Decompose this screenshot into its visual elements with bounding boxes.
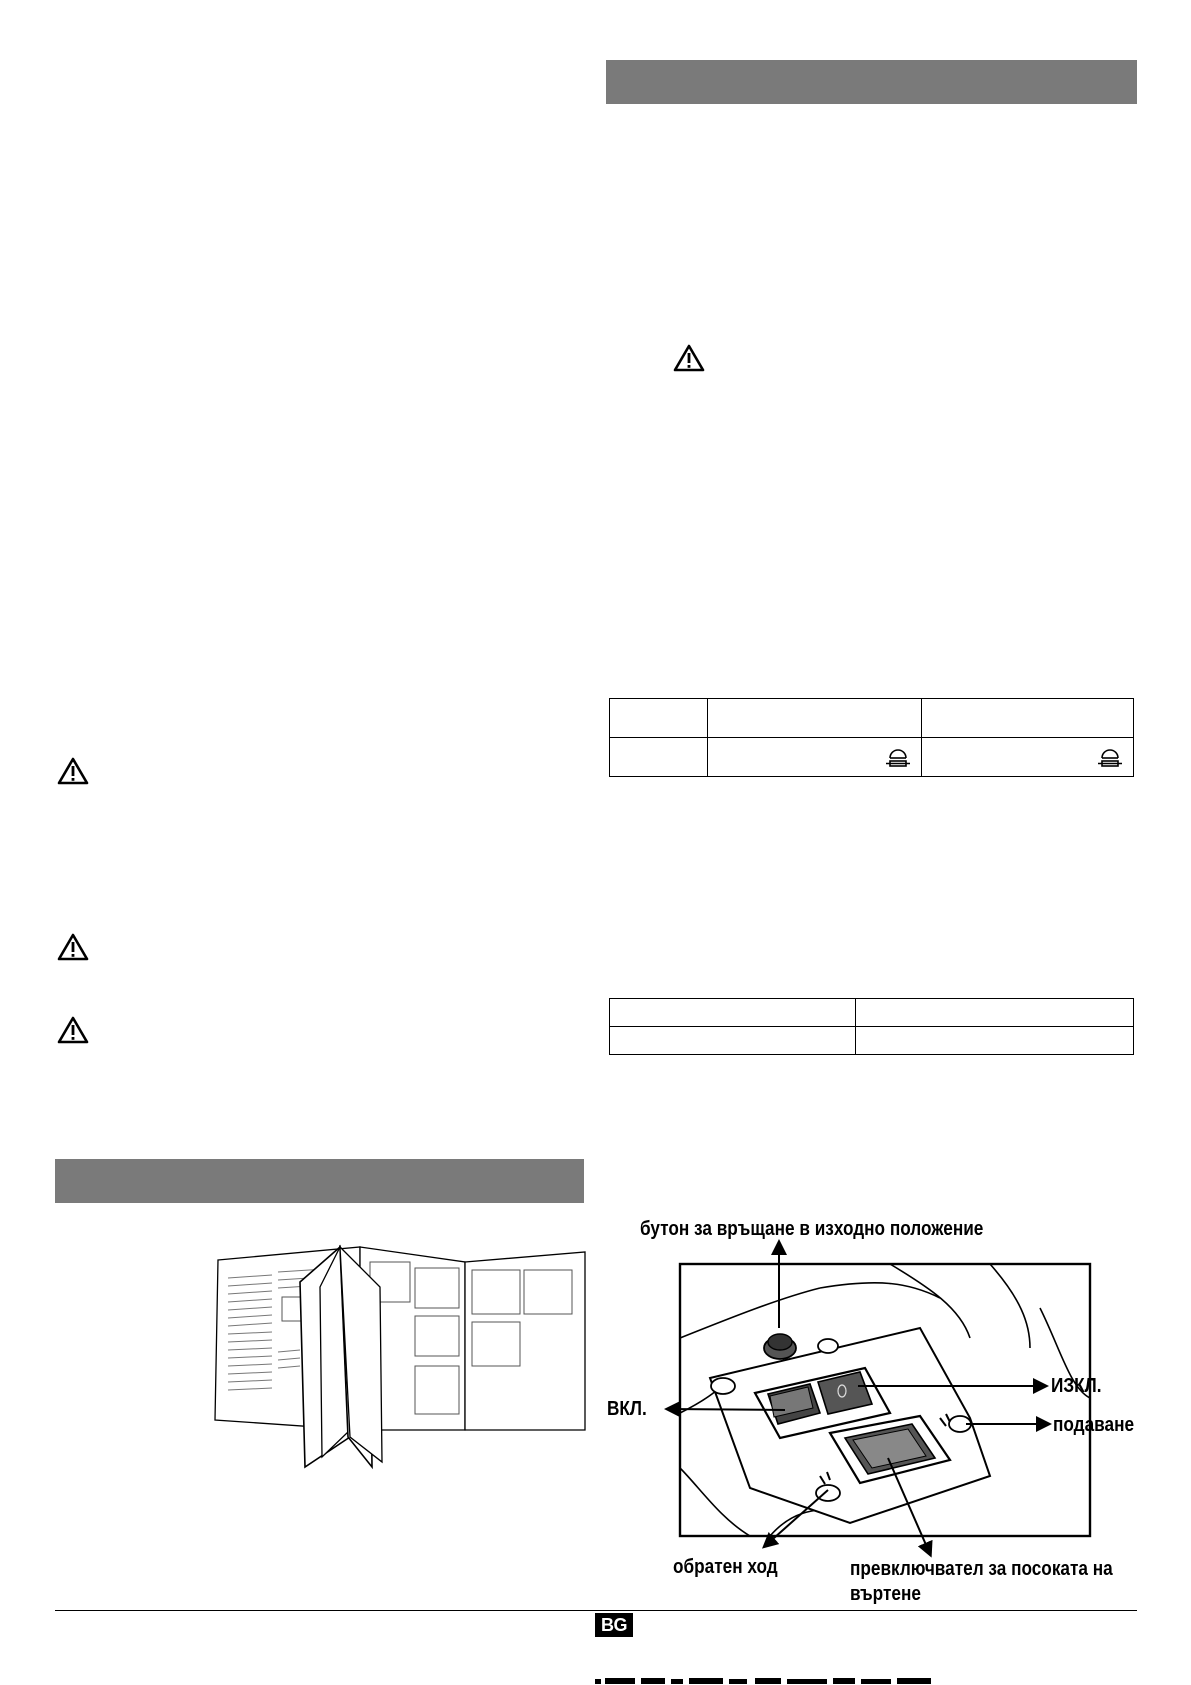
label-feed: подаване: [1053, 1414, 1135, 1436]
table-cell: [708, 699, 922, 738]
spec-table: [609, 998, 1134, 1055]
label-direction-switch: превключвател за посоката на: [850, 1558, 1113, 1580]
switch-panel-illustration: [650, 1228, 1125, 1573]
table-cell: [610, 699, 708, 738]
table-cell: [708, 738, 922, 777]
table-cell: [610, 999, 856, 1027]
table-row: [610, 699, 1134, 738]
label-off: ИЗКЛ.: [1051, 1375, 1102, 1397]
warning-triangle-icon: [57, 933, 89, 961]
label-reverse: обратен ход: [673, 1556, 778, 1578]
table-cell: [856, 1027, 1134, 1055]
warning-triangle-icon: [673, 344, 705, 372]
footer-rule: [55, 1610, 1137, 1611]
warning-triangle-icon: [57, 757, 89, 785]
fuse-table: [609, 698, 1134, 777]
table-cell: [610, 738, 708, 777]
section-bar-bottom-left: [55, 1159, 584, 1203]
manual-booklet-illustration: [210, 1242, 590, 1474]
label-on: ВКЛ.: [607, 1398, 647, 1420]
table-cell: [856, 999, 1134, 1027]
table-cell: [610, 1027, 856, 1055]
warning-triangle-icon: [57, 1016, 89, 1044]
table-row: [610, 1027, 1134, 1055]
fuse-icon: [1097, 744, 1123, 770]
language-badge: BG: [595, 1613, 633, 1637]
label-reset-button: бутон за връщане в изходно положение: [640, 1218, 984, 1240]
table-cell: [922, 738, 1134, 777]
table-row: [610, 999, 1134, 1027]
table-row: [610, 738, 1134, 777]
table-cell: [922, 699, 1134, 738]
cut-off-text-line: [595, 1675, 935, 1685]
section-bar-top-right: [606, 60, 1137, 104]
fuse-icon: [885, 744, 911, 770]
label-direction-switch-cont: въртене: [850, 1583, 921, 1605]
